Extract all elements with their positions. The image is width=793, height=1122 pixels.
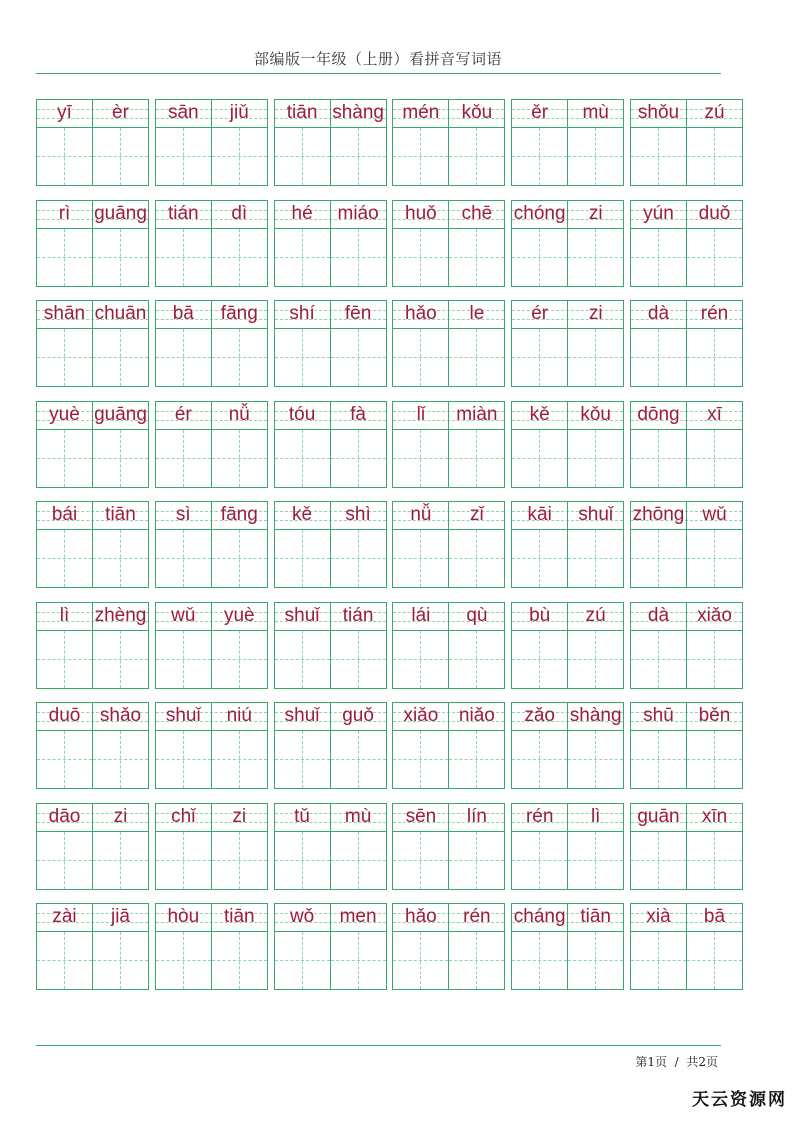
- pinyin-syllable: yuè: [49, 403, 80, 425]
- writing-cell: [156, 430, 211, 487]
- word-group: [155, 501, 268, 588]
- pinyin-syllable: sān: [167, 102, 199, 123]
- pinyin-syllable: bā: [172, 303, 194, 324]
- writing-cell: [212, 631, 267, 688]
- writing-cell: [631, 229, 686, 286]
- writing-cell: [37, 430, 92, 487]
- pinyin-syllable: shuǐ: [578, 504, 614, 525]
- pinyin-syllable: zǎo: [524, 705, 555, 726]
- pinyin-syllable: duǒ: [698, 202, 731, 224]
- writing-cell: [512, 832, 567, 889]
- pinyin-syllable: zú: [585, 604, 606, 626]
- word-group: [630, 702, 743, 789]
- writing-cell: [275, 128, 330, 185]
- pinyin-syllable: jiǔ: [229, 102, 249, 123]
- pinyin-syllable: niǎo: [458, 705, 495, 726]
- writing-cell: [687, 832, 742, 889]
- writing-cell: [393, 631, 448, 688]
- pinyin-syllable: ér: [531, 303, 549, 324]
- word-group: [392, 99, 505, 186]
- pinyin-syllable: zài: [52, 906, 77, 927]
- pinyin-syllable: kě: [292, 504, 313, 525]
- writing-cell: [331, 731, 386, 788]
- pinyin-syllable: lín: [466, 805, 487, 827]
- pinyin-syllable: dōng: [637, 403, 680, 425]
- word-group: [392, 300, 505, 387]
- pinyin-syllable: shàng: [569, 705, 622, 726]
- pinyin-syllable: yī: [57, 102, 72, 123]
- writing-cell: [93, 530, 148, 587]
- writing-cell: [393, 932, 448, 989]
- writing-cell: [568, 731, 623, 788]
- word-group: [36, 300, 149, 387]
- pinyin-syllable: chuān: [94, 303, 147, 324]
- word-group: [511, 702, 624, 789]
- pinyin-syllable: shuǐ: [284, 705, 320, 726]
- pinyin-syllable: zi: [588, 303, 603, 324]
- writing-cell: [512, 731, 567, 788]
- pinyin-syllable: hé: [291, 202, 313, 224]
- worksheet-title: 部编版一年级（上册）看拼音写词语: [253, 50, 502, 68]
- pinyin-syllable: kāi: [527, 504, 552, 525]
- writing-cell: [156, 932, 211, 989]
- pinyin-syllable: tiān: [105, 504, 136, 525]
- pinyin-syllable: guān: [637, 805, 680, 827]
- pinyin-syllable: shàng: [332, 102, 384, 123]
- pinyin-syllable: tǔ: [294, 805, 311, 827]
- writing-cell: [631, 128, 686, 185]
- writing-cell: [449, 128, 504, 185]
- pinyin-syllable: ér: [174, 403, 192, 425]
- writing-cell: [687, 229, 742, 286]
- word-group: [392, 501, 505, 588]
- writing-cell: [568, 430, 623, 487]
- word-group: [36, 99, 149, 186]
- pinyin-syllable: bā: [703, 906, 726, 927]
- pinyin-syllable: miàn: [456, 403, 498, 425]
- page-number: 第1页 / 共2页: [635, 1055, 718, 1069]
- pinyin-syllable: shí: [289, 303, 315, 324]
- footer-rule: [36, 1045, 721, 1046]
- writing-cell: [512, 631, 567, 688]
- writing-cell: [687, 329, 742, 386]
- pinyin-syllable: hǎo: [405, 303, 437, 324]
- pinyin-syllable: bái: [51, 504, 78, 525]
- pinyin-syllable: rén: [525, 805, 554, 827]
- word-group: [274, 200, 387, 287]
- writing-cell: [631, 631, 686, 688]
- pinyin-syllable: běn: [698, 705, 731, 726]
- word-group: [511, 99, 624, 186]
- word-group: [274, 99, 387, 186]
- writing-cell: [212, 832, 267, 889]
- writing-cell: [512, 128, 567, 185]
- writing-cell: [687, 530, 742, 587]
- header-rule: [36, 73, 721, 74]
- word-group: [630, 501, 743, 588]
- writing-cell: [156, 832, 211, 889]
- writing-cell: [512, 229, 567, 286]
- writing-cell: [275, 731, 330, 788]
- pinyin-syllable: le: [469, 303, 485, 324]
- writing-cell: [449, 731, 504, 788]
- writing-cell: [37, 530, 92, 587]
- pinyin-syllable: cháng: [513, 906, 566, 927]
- writing-cell: [449, 932, 504, 989]
- pinyin-syllable: xiǎo: [403, 705, 439, 726]
- word-group: [274, 401, 387, 488]
- pinyin-syllable: zú: [704, 102, 725, 123]
- word-group: [36, 501, 149, 588]
- pinyin-syllable: chǐ: [171, 805, 196, 827]
- pinyin-syllable: shì: [345, 504, 371, 525]
- pinyin-syllable: fāng: [220, 303, 258, 324]
- writing-cell: [275, 832, 330, 889]
- writing-cell: [449, 631, 504, 688]
- pinyin-syllable: yún: [643, 202, 674, 224]
- writing-cell: [275, 932, 330, 989]
- writing-cell: [393, 229, 448, 286]
- writing-cell: [37, 329, 92, 386]
- pinyin-syllable: zhōng: [632, 504, 685, 525]
- writing-cell: [331, 932, 386, 989]
- writing-cell: [631, 530, 686, 587]
- word-group: [36, 903, 149, 990]
- word-group: [36, 702, 149, 789]
- pinyin-syllable: zi: [588, 202, 603, 224]
- writing-cell: [449, 329, 504, 386]
- pinyin-syllable: shuǐ: [165, 705, 201, 726]
- writing-cell: [331, 631, 386, 688]
- writing-cell: [687, 731, 742, 788]
- word-group: [392, 602, 505, 689]
- word-group: [155, 300, 268, 387]
- writing-cell: [212, 229, 267, 286]
- writing-cell: [331, 430, 386, 487]
- writing-cell: [275, 631, 330, 688]
- pinyin-syllable: tiān: [286, 102, 318, 123]
- pinyin-syllable: yuè: [223, 604, 255, 626]
- pinyin-syllable: èr: [112, 102, 129, 123]
- pinyin-syllable: xīn: [701, 805, 728, 827]
- pinyin-syllable: rì: [58, 202, 71, 224]
- pinyin-syllable: kǒu: [580, 403, 611, 425]
- word-group: [630, 99, 743, 186]
- word-group: [155, 602, 268, 689]
- writing-cell: [212, 932, 267, 989]
- word-group: [274, 602, 387, 689]
- pinyin-syllable: tóu: [288, 403, 316, 425]
- writing-cell: [212, 530, 267, 587]
- word-group: [392, 702, 505, 789]
- word-group: [274, 803, 387, 890]
- writing-cell: [156, 128, 211, 185]
- word-group: [36, 803, 149, 890]
- writing-cell: [37, 731, 92, 788]
- writing-cell: [156, 631, 211, 688]
- pinyin-syllable: nǚ: [228, 403, 250, 425]
- pinyin-syllable: men: [339, 906, 377, 927]
- writing-cell: [568, 329, 623, 386]
- pinyin-syllable: rén: [463, 906, 491, 927]
- pinyin-syllable: tián: [167, 202, 199, 224]
- pinyin-syllable: dì: [231, 202, 248, 224]
- writing-cell: [93, 731, 148, 788]
- pinyin-syllable: lái: [411, 604, 431, 626]
- pinyin-syllable: mù: [582, 102, 609, 123]
- writing-cell: [156, 329, 211, 386]
- word-group: [155, 200, 268, 287]
- pinyin-syllable: nǚ: [410, 504, 432, 525]
- writing-cell: [568, 128, 623, 185]
- pinyin-syllable: hòu: [167, 906, 200, 927]
- pinyin-syllable: wǔ: [702, 504, 727, 525]
- pinyin-syllable: shuǐ: [284, 604, 320, 626]
- pinyin-syllable: jiā: [110, 906, 130, 927]
- pinyin-syllable: mù: [344, 805, 372, 827]
- pinyin-syllable: shān: [43, 303, 86, 324]
- word-group: [630, 903, 743, 990]
- word-group: [511, 903, 624, 990]
- pinyin-syllable: xiǎo: [697, 604, 732, 626]
- pinyin-syllable: mén: [402, 102, 440, 123]
- writing-cell: [449, 530, 504, 587]
- word-group: [511, 401, 624, 488]
- writing-cell: [212, 329, 267, 386]
- pinyin-syllable: zǐ: [470, 504, 484, 525]
- pinyin-syllable: lì: [590, 805, 601, 827]
- pinyin-syllable: kǒu: [461, 102, 493, 123]
- word-group: [155, 401, 268, 488]
- writing-cell: [449, 229, 504, 286]
- word-group: [274, 702, 387, 789]
- writing-cell: [393, 329, 448, 386]
- pinyin-syllable: huǒ: [405, 202, 437, 224]
- writing-cell: [687, 631, 742, 688]
- writing-cell: [93, 430, 148, 487]
- word-group: [155, 803, 268, 890]
- pinyin-syllable: zhèng: [94, 604, 147, 626]
- word-group: [155, 903, 268, 990]
- pinyin-syllable: zi: [113, 805, 128, 827]
- pinyin-syllable: shǎo: [99, 705, 142, 726]
- pinyin-syllable: duō: [48, 705, 81, 726]
- writing-cell: [212, 430, 267, 487]
- writing-cell: [37, 128, 92, 185]
- writing-cell: [275, 430, 330, 487]
- pinyin-syllable: kě: [529, 403, 550, 425]
- writing-cell: [568, 530, 623, 587]
- writing-cell: [331, 229, 386, 286]
- word-group: [36, 200, 149, 287]
- word-group: [392, 401, 505, 488]
- word-group: [630, 401, 743, 488]
- writing-cell: [393, 128, 448, 185]
- word-group: [392, 803, 505, 890]
- writing-cell: [93, 932, 148, 989]
- word-group: [155, 702, 268, 789]
- pinyin-syllable: wǒ: [289, 906, 315, 927]
- pinyin-syllable: dà: [647, 604, 670, 626]
- pinyin-syllable: sì: [175, 504, 191, 525]
- pinyin-syllable: lǐ: [416, 403, 426, 425]
- writing-cell: [275, 229, 330, 286]
- word-group: [392, 200, 505, 287]
- writing-cell: [568, 932, 623, 989]
- writing-cell: [568, 229, 623, 286]
- pinyin-syllable: dāo: [48, 805, 81, 827]
- writing-cell: [631, 832, 686, 889]
- word-group: [511, 200, 624, 287]
- pinyin-syllable: sēn: [405, 805, 437, 827]
- writing-cell: [37, 832, 92, 889]
- pinyin-syllable: zi: [232, 805, 247, 827]
- writing-cell: [631, 932, 686, 989]
- writing-cell: [212, 128, 267, 185]
- writing-cell: [393, 832, 448, 889]
- word-group: [511, 300, 624, 387]
- word-group: [630, 200, 743, 287]
- pinyin-syllable: miáo: [337, 202, 379, 224]
- pinyin-syllable: guāng: [94, 202, 147, 224]
- writing-cell: [512, 530, 567, 587]
- writing-cell: [331, 832, 386, 889]
- writing-cell: [93, 631, 148, 688]
- word-group: [511, 803, 624, 890]
- writing-cell: [449, 430, 504, 487]
- pinyin-syllable: lì: [59, 604, 70, 626]
- writing-cell: [512, 430, 567, 487]
- writing-cell: [568, 832, 623, 889]
- writing-cell: [631, 329, 686, 386]
- pinyin-syllable: niú: [226, 705, 252, 726]
- pinyin-syllable: xià: [646, 906, 671, 927]
- word-group: [36, 602, 149, 689]
- pinyin-syllable: dà: [647, 303, 670, 324]
- word-group: [392, 903, 505, 990]
- word-group: [155, 99, 268, 186]
- pinyin-syllable: wǔ: [171, 604, 196, 626]
- writing-cell: [449, 832, 504, 889]
- writing-cell: [631, 430, 686, 487]
- writing-cell: [687, 128, 742, 185]
- word-group: [274, 903, 387, 990]
- writing-cell: [212, 731, 267, 788]
- writing-cell: [93, 329, 148, 386]
- word-group: [36, 401, 149, 488]
- pinyin-syllable: fà: [350, 403, 367, 425]
- pinyin-syllable: tiān: [580, 906, 611, 927]
- writing-cell: [687, 430, 742, 487]
- writing-cell: [331, 530, 386, 587]
- writing-cell: [275, 329, 330, 386]
- pinyin-syllable: tiān: [223, 906, 255, 927]
- writing-cell: [331, 128, 386, 185]
- writing-cell: [568, 631, 623, 688]
- writing-cell: [93, 229, 148, 286]
- word-group: [274, 501, 387, 588]
- word-group: [630, 803, 743, 890]
- writing-cell: [393, 430, 448, 487]
- writing-cell: [687, 932, 742, 989]
- pinyin-syllable: fēn: [344, 303, 372, 324]
- writing-cell: [37, 631, 92, 688]
- writing-cell: [631, 731, 686, 788]
- pinyin-syllable: chē: [461, 202, 493, 224]
- word-group: [630, 300, 743, 387]
- writing-cell: [512, 932, 567, 989]
- writing-cell: [156, 229, 211, 286]
- word-group: [274, 300, 387, 387]
- writing-cell: [331, 329, 386, 386]
- pinyin-syllable: shǒu: [637, 102, 680, 123]
- pinyin-syllable: tián: [342, 604, 374, 626]
- pinyin-syllable: qù: [466, 604, 488, 626]
- writing-cell: [275, 530, 330, 587]
- writing-cell: [393, 530, 448, 587]
- writing-cell: [393, 731, 448, 788]
- writing-cell: [37, 932, 92, 989]
- pinyin-syllable: chóng: [513, 202, 566, 224]
- writing-cell: [512, 329, 567, 386]
- writing-cell: [156, 530, 211, 587]
- pinyin-syllable: rén: [700, 303, 729, 324]
- word-group: [630, 602, 743, 689]
- pinyin-syllable: bù: [529, 604, 551, 626]
- pinyin-syllable: hǎo: [405, 906, 437, 927]
- pinyin-syllable: guāng: [94, 403, 147, 425]
- pinyin-syllable: fāng: [220, 504, 258, 525]
- word-group: [511, 501, 624, 588]
- pinyin-syllable: xī: [707, 403, 722, 425]
- writing-cell: [93, 832, 148, 889]
- watermark-logo-text: 天云资源网: [692, 1090, 787, 1110]
- pinyin-syllable: shū: [643, 705, 674, 726]
- writing-cell: [37, 229, 92, 286]
- writing-cell: [156, 731, 211, 788]
- pinyin-syllable: ěr: [531, 102, 549, 123]
- word-group: [511, 602, 624, 689]
- pinyin-syllable: guǒ: [342, 705, 374, 726]
- writing-cell: [93, 128, 148, 185]
